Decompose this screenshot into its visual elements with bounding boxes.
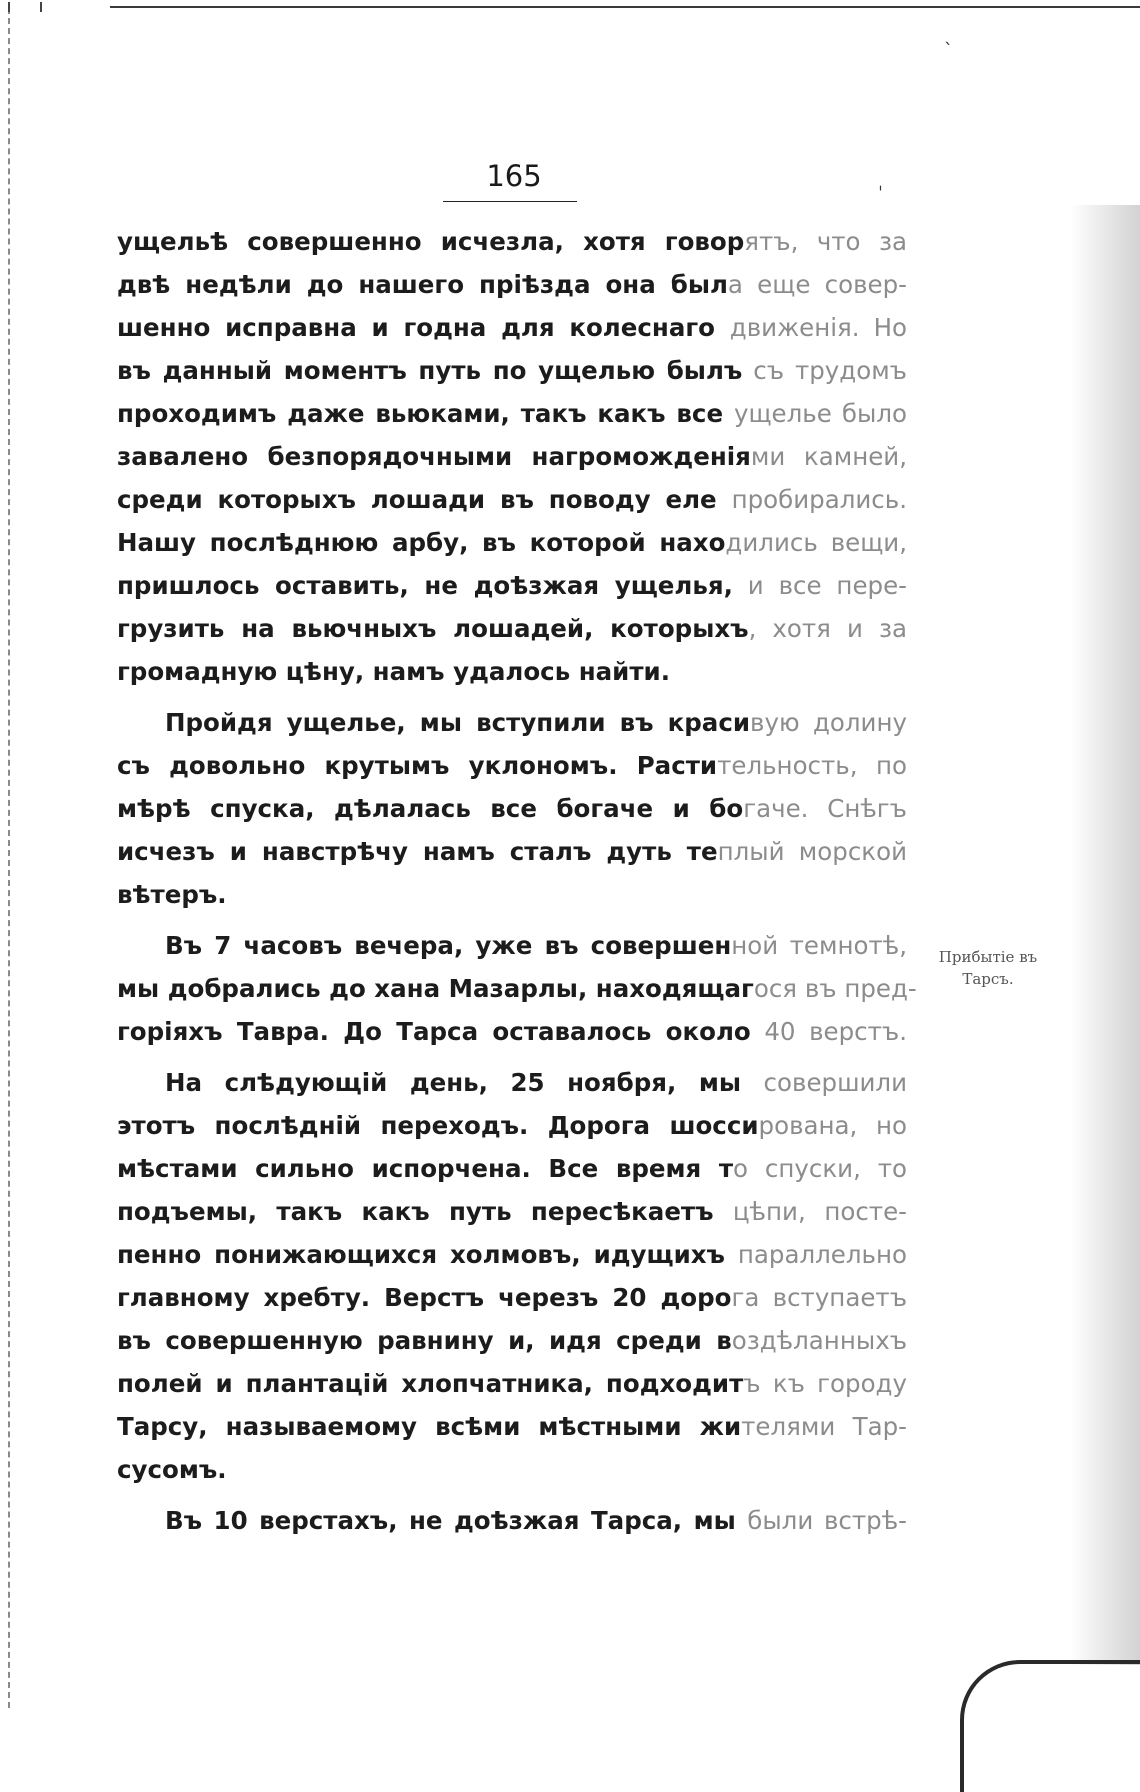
- text-line: грузить на вьючныхъ лошадей, которыхъ, хотя и за: [117, 614, 907, 643]
- text-line: двѣ недѣли до нашего пріѣзда она была еще совер-: [117, 270, 907, 299]
- page-number-rule: [443, 201, 577, 202]
- text-line: Нашу послѣднюю арбу, въ которой находились вещи,: [117, 528, 907, 557]
- text-line: громадную цѣну, намъ удалось найти.: [117, 657, 671, 686]
- text-line: пенно понижающихся холмовъ, идущихъ параллельно: [117, 1240, 907, 1269]
- text-line: мѣрѣ спуска, дѣлалась все богаче и богаче. Снѣгъ: [117, 794, 907, 823]
- text-line: главному хребту. Верстъ черезъ 20 дорога вступаетъ: [117, 1283, 907, 1312]
- paragraph-start: Въ 7 часовъ вечера, уже въ совершенной темнотѣ,: [165, 931, 907, 960]
- text-line: среди которыхъ лошади въ поводу еле пробирались.: [117, 485, 907, 514]
- paragraph-start: Пройдя ущелье, мы вступили въ красивую долину: [165, 708, 907, 737]
- scan-border-left: [8, 8, 10, 1708]
- text-line: завалено безпорядочными нагроможденіями камней,: [117, 442, 907, 471]
- text-line: въ данный моментъ путь по ущелью былъ съ трудомъ: [117, 356, 907, 385]
- text-line: исчезъ и навстрѣчу намъ сталъ дуть теплый морской: [117, 837, 908, 866]
- text-line: въ совершенную равнину и, идя среди воздѣланныхъ: [117, 1326, 907, 1355]
- text-line: подъемы, такъ какъ путь пересѣкаетъ цѣпи, посте-: [117, 1197, 907, 1226]
- text-line: этотъ послѣдній переходъ. Дорога шоссирована, но: [117, 1111, 908, 1140]
- text-line: вѣтеръ.: [117, 880, 227, 909]
- text-line: горіяхъ Тавра. До Тарса оставалось около 40 верстъ.: [117, 1017, 907, 1046]
- body-text: [117, 220, 917, 1542]
- scan-tick: [40, 2, 42, 12]
- scan-tick: [8, 2, 10, 12]
- text-line: Тарсу, называемому всѣми мѣстными жителями Тар-: [117, 1412, 907, 1441]
- text-line: мѣстами сильно испорчена. Все время то спуски, то: [117, 1154, 907, 1183]
- text-line: мы добрались до хана Мазарлы, находящагося въ пред-: [117, 974, 917, 1003]
- text-line: шенно исправна и годна для колеснаго движенія. Но: [117, 313, 908, 342]
- margin-note: [913, 946, 1063, 990]
- paragraph-start: Въ 10 верстахъ, не доѣзжая Тарса, мы были встрѣ-: [165, 1506, 908, 1535]
- scan-border-top: [110, 6, 1140, 8]
- page-number: 165: [486, 159, 542, 193]
- text-line: пришлось оставить, не доѣзжая ущелья, и все пере-: [117, 571, 907, 600]
- margin-note-line: Прибытіе въ: [938, 948, 1038, 966]
- scan-shadow: [1070, 205, 1140, 1665]
- text-line: сусомъ.: [117, 1455, 227, 1484]
- margin-note-line: Тарсъ.: [962, 970, 1014, 988]
- text-line: проходимъ даже вьюками, такъ какъ все ущелье было: [117, 399, 908, 428]
- paragraph-start: На слѣдующій день, 25 ноября, мы совершили: [165, 1068, 907, 1097]
- stray-mark-mid: ˌ: [878, 172, 883, 193]
- stray-mark-top: ˋ: [944, 40, 953, 61]
- text-line: полей и плантацій хлопчатника, подходитъ къ городу: [117, 1369, 907, 1398]
- scan-corner-fold: [960, 1660, 1140, 1792]
- text-line: ущельѣ совершенно исчезла, хотя говорятъ, что за: [117, 227, 907, 256]
- text-line: съ довольно крутымъ уклономъ. Растительность, по: [117, 751, 908, 780]
